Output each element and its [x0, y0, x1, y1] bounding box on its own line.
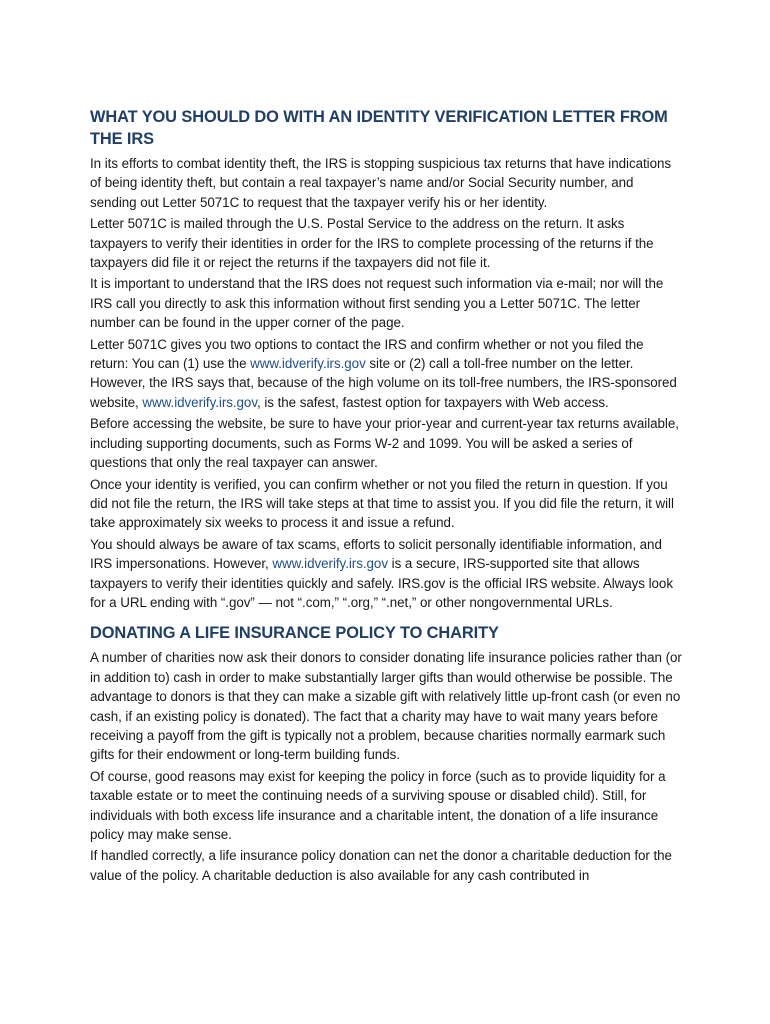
paragraph: It is important to understand that the IRS does not request such information via e-mail; nor will the IRS call you directly to ask this information without first sending you a Letter 5071C. The letter number can be found in the upper corner of the page.: [90, 276, 664, 331]
text-segment: site or (2) call a toll-free number on the letter. However, the IRS says that, because of the high volume on its toll-free numbers, the IRS-sponsored website,: [90, 356, 677, 410]
paragraph: [90, 335, 682, 413]
idverify-link[interactable]: www.idverify.irs.gov: [272, 556, 388, 572]
paragraph: In its efforts to combat identity theft, the IRS is stopping suspicious tax returns that have indications of being identity theft, but contain a real taxpayer’s name and/or Social Security number, and sending out Letter 5071C to request that the taxpayer verify his or her identity.: [90, 156, 672, 210]
paragraph: Letter 5071C is mailed through the U.S. Postal Service to the address on the return. It asks taxpayers to verify their identities in order for the IRS to complete processing of the returns if the taxpayers did file it or reject the returns if the taxpayers did not file it.: [90, 216, 654, 271]
section-heading-life-insurance-donation: DONATING A LIFE INSURANCE POLICY TO CHARITY: [90, 624, 499, 643]
document-page: [90, 106, 682, 887]
paragraph: Before accessing the website, be sure to have your prior-year and current-year tax returns available, including supporting documents, such as Forms W-2 and 1099. You will be asked a series of questions that only the real taxpayer can answer.: [90, 416, 679, 471]
idverify-link[interactable]: www.idverify.irs.gov: [250, 356, 366, 372]
paragraph: Of course, good reasons may exist for keeping the policy in force (such as to provide liquidity for a taxable estate or to meet the continuing needs of a surviving spouse or disabled child). Still, for individuals with both excess life insurance and a charitable intent, the donation of a life insurance policy may make sense.: [90, 768, 666, 842]
text-segment: You should always be aware of tax scams, efforts to solicit personally identifiable information, and IRS impersonations. However,: [90, 536, 662, 572]
idverify-link[interactable]: www.idverify.irs.gov: [142, 394, 257, 410]
text-segment: is a secure, IRS-supported site that allows taxpayers to verify their identities quickly and safely. IRS.gov is the official IRS website. Always look for a URL ending with “.gov” — not “.com,” “.org,” “.net,” or other nongovernmental URLs.: [90, 556, 673, 610]
text-segment: Letter 5071C gives you two options to contact the IRS and confirm whether or not you filed the return: You can (1) use the: [90, 336, 644, 372]
paragraph: [90, 535, 682, 613]
text-segment: , is the safest, fastest option for taxpayers with Web access.: [256, 394, 609, 410]
paragraph: Once your identity is verified, you can confirm whether or not you filed the return in question. If you did not file the return, the IRS will take steps at that time to assist you. If you did file the return, it will take approximately six weeks to process it and issue a refund.: [90, 476, 674, 531]
section-heading-identity-verification: WHAT YOU SHOULD DO WITH AN IDENTITY VERIFICATION LETTER FROM THE IRS: [90, 108, 668, 148]
paragraph: A number of charities now ask their donors to consider donating life insurance policies rather than (or in addition to) cash in order to make substantially larger gifts than would otherwise be possible. The advantage to donors is that they can make a sizable gift with relatively little up-front cash (or even no cash, if an existing policy is donated). The fact that a charity may have to wait many years before receiving a payoff from the gift is typically not a problem, because charities normally earmark such gifts for their endowment or long-term building funds.: [90, 650, 682, 763]
paragraph: If handled correctly, a life insurance policy donation can net the donor a charitable deduction for the value of the policy. A charitable deduction is also available for any cash contributed in: [90, 848, 672, 883]
